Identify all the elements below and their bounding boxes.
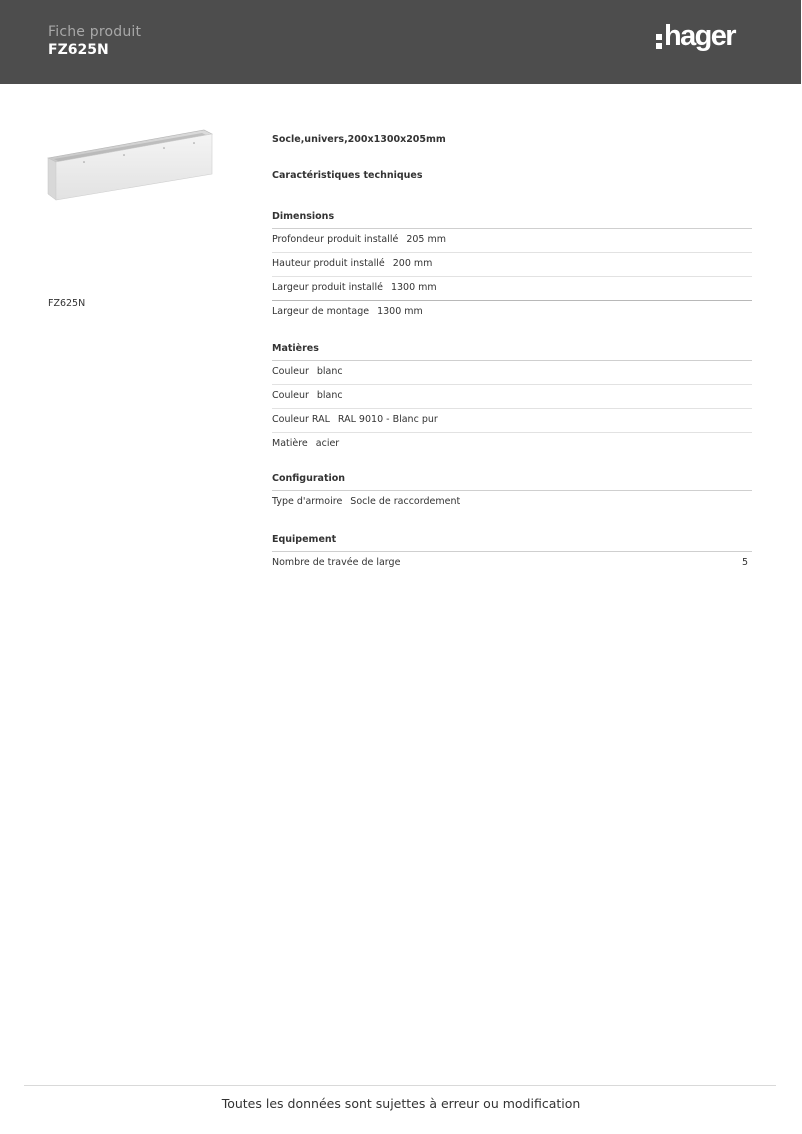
spec-row <box>272 409 752 433</box>
spec-label: Type d'armoire <box>272 496 343 507</box>
spec-value: blanc <box>316 390 343 401</box>
spec-label: Largeur de montage <box>272 306 370 317</box>
spec-value: blanc <box>316 366 343 377</box>
footer-divider <box>24 1085 776 1086</box>
spec-label: Couleur RAL <box>272 414 330 425</box>
spec-value: 200 mm <box>392 258 433 269</box>
footer-disclaimer: Toutes les données sont sujettes à erreur ou modification <box>221 1096 581 1111</box>
spec-label: Couleur <box>272 390 309 401</box>
section-title: Configuration <box>272 468 752 491</box>
spec-value: 1300 mm <box>377 306 423 317</box>
section-materials <box>272 338 752 456</box>
section-configuration <box>272 468 752 514</box>
logo-text: hager <box>664 20 735 52</box>
spec-row <box>272 301 752 324</box>
spec-label: Nombre de travée de large <box>272 557 401 568</box>
spec-value: 205 mm <box>406 234 446 245</box>
page-title: FZ625N <box>48 42 109 58</box>
header-bar <box>0 0 801 84</box>
section-dimensions <box>272 206 752 324</box>
spec-row <box>272 491 752 514</box>
product-image <box>44 126 216 206</box>
product-reference: FZ625N <box>48 298 86 309</box>
document-type-label: Fiche produit <box>48 24 142 40</box>
spec-row <box>272 277 752 301</box>
spec-row <box>272 433 752 456</box>
spec-label: Largeur produit installé <box>272 282 383 293</box>
section-title: Equipement <box>272 529 752 552</box>
section-title: Dimensions <box>272 206 752 229</box>
spec-value: 1300 mm <box>390 282 437 293</box>
section-title: Matières <box>272 338 752 361</box>
spec-value: 5 <box>741 557 748 568</box>
spec-row <box>272 385 752 409</box>
spec-label: Hauteur produit installé <box>272 258 385 269</box>
spec-row <box>272 253 752 277</box>
product-name: Socle,univers,200x1300x205mm <box>272 134 446 145</box>
spec-value: acier <box>315 438 340 449</box>
section-equipment <box>272 529 752 575</box>
spec-value: RAL 9010 - Blanc pur <box>337 414 438 425</box>
logo-colon-icon <box>656 34 663 50</box>
spec-value: Socle de raccordement <box>350 496 461 507</box>
spec-row <box>272 552 752 575</box>
spec-label: Profondeur produit installé <box>272 234 399 245</box>
spec-row <box>272 229 752 253</box>
spec-label: Couleur <box>272 366 309 377</box>
spec-label: Matière <box>272 438 308 449</box>
spec-row <box>272 361 752 385</box>
specs-heading: Caractéristiques techniques <box>272 170 423 181</box>
hager-logo <box>656 20 756 58</box>
